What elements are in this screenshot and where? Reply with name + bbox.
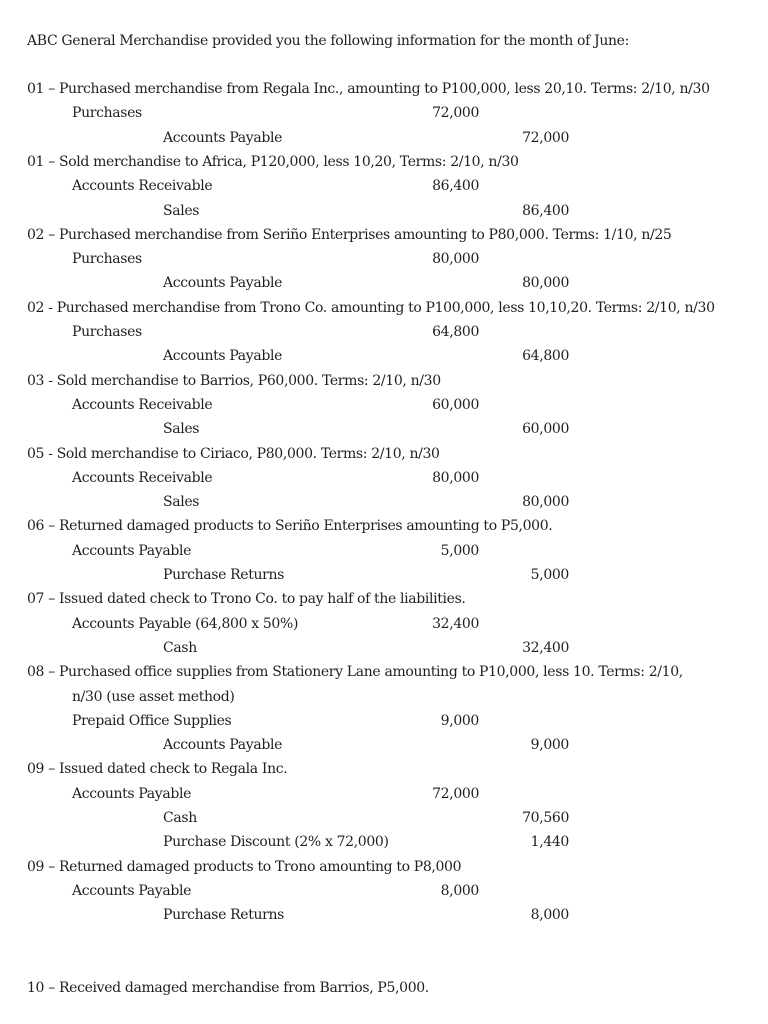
transaction-description: 02 - Purchased merchandise from Trono Co. amounting to P100,000, less 10,10,20. Terms: 2/10, n/30 xyxy=(27,299,715,316)
transaction-description: 02 – Purchased merchandise from Seriño Enterprises amounting to P80,000. Terms: 1/10, n/25 xyxy=(27,226,672,243)
debit-amount: 72,000 xyxy=(432,785,479,802)
debit-account: Accounts Payable (64,800 x 50%) xyxy=(72,615,299,632)
transaction-description: 01 – Sold merchandise to Africa, P120,000, less 10,20, Terms: 2/10, n/30 xyxy=(27,153,519,170)
credit-amount: 80,000 xyxy=(522,494,569,511)
debit-account: Prepaid Office Supplies xyxy=(72,712,232,729)
debit-amount: 80,000 xyxy=(432,251,479,268)
debit-account: Accounts Receivable xyxy=(72,178,213,195)
debit-amount: 8,000 xyxy=(440,882,479,899)
credit-amount: 80,000 xyxy=(522,275,569,292)
credit-account: Cash xyxy=(163,810,197,826)
credit-account: Sales xyxy=(163,421,200,438)
credit-account: Accounts Payable xyxy=(163,348,283,365)
transaction-description: 10 – Received damaged merchandise from Barrios, P5,000. xyxy=(27,980,429,997)
debit-account: Purchases xyxy=(72,105,142,122)
credit-account: Sales xyxy=(163,202,200,219)
transaction-description: 09 – Issued dated check to Regala Inc. xyxy=(27,761,288,778)
credit-account: Purchase Returns xyxy=(163,567,285,583)
credit-amount: 5,000 xyxy=(530,567,569,583)
debit-account: Accounts Receivable xyxy=(72,469,213,486)
debit-amount: 32,400 xyxy=(432,615,479,632)
debit-amount: 60,000 xyxy=(432,396,479,413)
transaction-description: n/30 (use asset method) xyxy=(72,688,235,705)
debit-account: Purchases xyxy=(72,324,142,340)
transaction-description: 01 – Purchased merchandise from Regala Inc., amounting to P100,000, less 20,10. Terms: 2/10, n/30 xyxy=(27,81,710,97)
debit-amount: 86,400 xyxy=(432,178,479,195)
transaction-description: 09 – Returned damaged products to Trono amounting to P8,000 xyxy=(27,858,462,875)
transaction-description: 07 – Issued dated check to Trono Co. to pay half of the liabilities. xyxy=(27,591,466,608)
credit-account: Purchase Returns xyxy=(163,907,285,924)
credit-account: Accounts Payable xyxy=(163,275,283,292)
credit-amount: 72,000 xyxy=(522,129,569,146)
document-intro: ABC General Merchandise provided you the following information for the month of June: xyxy=(27,33,629,49)
credit-account: Accounts Payable xyxy=(163,129,283,146)
credit-account: Sales xyxy=(163,494,200,511)
credit-amount: 8,000 xyxy=(530,907,569,924)
credit-amount: 1,440 xyxy=(530,834,569,851)
debit-amount: 9,000 xyxy=(440,712,479,729)
debit-amount: 64,800 xyxy=(432,324,479,340)
transaction-description: 03 - Sold merchandise to Barrios, P60,000. Terms: 2/10, n/30 xyxy=(27,372,441,389)
credit-account: Accounts Payable xyxy=(163,737,283,754)
transaction-description: 06 – Returned damaged products to Seriño Enterprises amounting to P5,000. xyxy=(27,518,553,535)
debit-account: Accounts Receivable xyxy=(72,396,213,413)
debit-account: Accounts Payable xyxy=(72,785,192,802)
credit-amount: 32,400 xyxy=(522,639,569,656)
debit-account: Accounts Payable xyxy=(72,542,192,559)
credit-amount: 70,560 xyxy=(522,810,569,826)
credit-amount: 64,800 xyxy=(522,348,569,365)
credit-account: Purchase Discount (2% x 72,000) xyxy=(163,834,389,851)
transaction-description: 08 – Purchased office supplies from Stationery Lane amounting to P10,000, less 10. Terms: 2/10, xyxy=(27,664,683,681)
debit-amount: 80,000 xyxy=(432,469,479,486)
credit-account: Cash xyxy=(163,639,197,656)
debit-account: Accounts Payable xyxy=(72,882,192,899)
debit-amount: 72,000 xyxy=(432,105,479,122)
debit-account: Purchases xyxy=(72,251,142,268)
debit-amount: 5,000 xyxy=(440,542,479,559)
credit-amount: 86,400 xyxy=(522,202,569,219)
transaction-description: 05 - Sold merchandise to Ciriaco, P80,000. Terms: 2/10, n/30 xyxy=(27,445,440,462)
credit-amount: 9,000 xyxy=(530,737,569,754)
credit-amount: 60,000 xyxy=(522,421,569,438)
